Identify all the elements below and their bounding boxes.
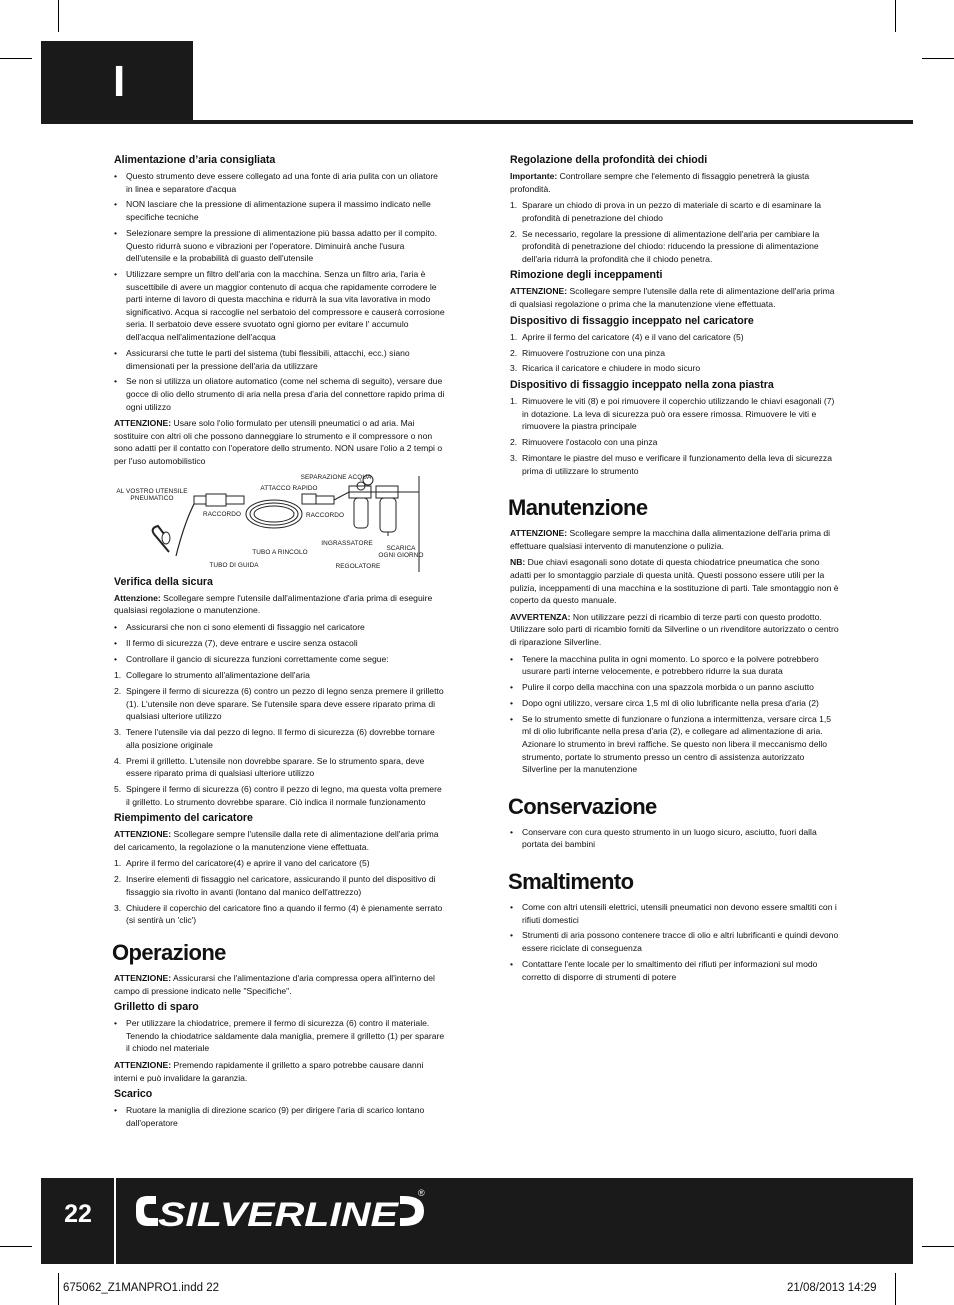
left-column: [114, 150, 446, 1133]
bullet-list: [510, 901, 840, 983]
list-item: • Conservare con cura questo strumento in un luogo sicuro, asciutto, fuori dalla portata dei bambini: [510, 826, 840, 851]
file-info: 675062_Z1MANPRO1.indd 22: [63, 1282, 219, 1294]
item-number: 2.: [114, 686, 122, 696]
print-date: 21/08/2013 14:29: [787, 1282, 877, 1294]
crop-mark: [0, 58, 32, 59]
chapter-heading: Smaltimento: [508, 868, 634, 894]
registered-mark: ®: [418, 1188, 425, 1198]
numbered-list: [510, 331, 840, 375]
item-text: Ricarica il caricatore e chiudere in modo sicuro: [522, 363, 701, 374]
label-ingrassatore: INGRASSATORE: [321, 539, 373, 547]
note-paragraph: NB: Due chiavi esagonali sono dotate di questa chiodatrice pneumatica che sono adatti per lo smontaggio parziale di questa unità. Questi possono essere utili per la pulizia, inceppamenti di una macchina e la sostituzione di parti. Tale smontaggio non è coperto da questo manuale.: [510, 557, 839, 606]
list-item: • Assicurarsi che non ci sono elementi di fissaggio nel caricatore: [114, 621, 446, 634]
crop-mark: [922, 58, 954, 59]
item-text: Collegare lo strumento all'alimentazione dell'aria: [126, 670, 310, 681]
list-item: • Pulire il corpo della macchina con una spazzola morbida o un panno asciutto: [510, 681, 840, 694]
list-item: • Tenere la macchina pulita in ogni momento. Lo sporco e la polvere potrebbero usurare parti interne velocemente, e potrebbero ridurre la sua durata: [510, 653, 840, 678]
label-separazione: SEPARAZIONE ACQUA: [300, 473, 372, 481]
item-number: 1.: [114, 858, 122, 869]
section-title: Dispositivo di fissaggio inceppato nel caricatore: [510, 314, 754, 327]
list-item: • Questo strumento deve essere collegato ad una fonte di aria pulita con un oliatore in linea e separatore d'acqua: [114, 170, 446, 195]
section-title: Scarico: [114, 1088, 153, 1101]
list-item: • Contattare l'ente locale per lo smaltimento dei rifiuti per informazioni sul modo corretto di disporre di strumenti di potere: [510, 958, 840, 983]
section-title: Regolazione della profondità dei chiodi: [510, 154, 708, 166]
item-text: Sparare un chiodo di prova in un pezzo di materiale di scarto e di esaminare la profondità di penetrazione del chiodo: [522, 200, 822, 223]
item-text: Se necessario, regolare la pressione di alimentazione dell'aria per cambiare la profondità di penetrazione del chiodo: riducendo la pressione di alimentazione dell'aria ridurrà la profondità che il chiodo penetra.: [522, 228, 820, 264]
warning-paragraph: ATTENZIONE: Scollegare sempre la macchina dalla alimentazione dell'aria prima di effettuare qualsiasi intervento di manutenzione o pulizia.: [510, 528, 831, 551]
chapter-heading: Manutenzione: [508, 495, 648, 521]
list-item: • Per utilizzare la chiodatrice, premere il fermo di sicurezza (6) contro il materiale. Tenendo la chiodatrice saldamente dala maniglia, premere il grilletto (1) per sparare il chiodo nel materiale: [114, 1017, 446, 1055]
numbered-item: [114, 857, 446, 870]
brand-logo-icon: [132, 1184, 432, 1244]
numbered-item: [510, 452, 840, 477]
list-item: • NON lasciare che la pressione di alimentazione supera il massimo indicato nelle specifiche tecniche: [114, 198, 446, 223]
list-item: • Assicurarsi che tutte le parti del sistema (tubi flessibili, attacchi, ecc.) siano dimensionati per la pressione dell'aria da utilizzare: [114, 347, 446, 372]
item-number: 3.: [510, 363, 518, 374]
warning-paragraph: ATTENZIONE: Scollegare sempre l'utensile dalla rete di alimentazione dell'aria prima di qualsiasi regolazione o prima che la manutenzione viene effettuata.: [510, 286, 835, 310]
numbered-item: [510, 199, 840, 224]
warning-paragraph: ATTENZIONE: Scollegare sempre l'utensile dalla rete di alimentazione dell'aria prima del caricamento, la regolazione o la manutenzione viene effettuata.: [114, 829, 439, 852]
item-number: 1.: [510, 396, 518, 407]
section-title: Dispositivo di fissaggio inceppato nella zona piastra: [510, 379, 774, 392]
list-item: • Strumenti di aria possono contenere tracce di olio e altri lubrificanti e quindi devono essere riciclate di conseguenza: [510, 929, 840, 954]
numbered-item: [114, 873, 446, 898]
list-item: • Il fermo di sicurezza (7), deve entrare e uscire senza ostacoli: [114, 637, 446, 650]
numbered-item: [114, 783, 446, 808]
label-al-vostro: AL VOSTRO UTENSILE PNEUMATICO: [116, 487, 188, 502]
crop-mark: [895, 0, 896, 32]
footer-divider: [114, 1178, 116, 1264]
item-number: 3.: [510, 452, 518, 463]
label-raccordo-1: RACCORDO: [202, 510, 242, 518]
item-number: 1.: [510, 331, 518, 342]
bullet-list: [114, 1017, 446, 1055]
bullet-list: [114, 621, 446, 665]
air-supply-diagram: [114, 474, 444, 572]
item-number: 2.: [114, 874, 122, 885]
numbered-list: [510, 199, 840, 265]
list-item: • Selezionare sempre la pressione di alimentazione più bassa adatto per il compito. Questo ridurrà suono e vibrazioni per l'operatore. Diminuirà anche l'usura dell'utensile e la probabilità di guasto dell'utensile: [114, 227, 446, 265]
bullet-list: [114, 1104, 446, 1129]
item-number: 1.: [510, 200, 518, 211]
item-text: Rimuovere le viti (8) e poi rimuovere il coperchio utilizzando le chiavi esagonali (7) in dotazione. La leva di sicurezza può ora essere rimossa. Rimuovere le viti e rimuovere la piastra principale: [522, 396, 835, 432]
item-text: Inserire elementi di fissaggio nel caricatore, assicurando il punto del dispositivo di fissaggio sia rivolto in avanti (lontano dal manico dell'attrezzo): [126, 874, 436, 897]
chapter-heading: Operazione: [112, 939, 226, 965]
warning-paragraph: Attenzione: Scollegare sempre l'utensile dall'alimentazione d'aria prima di eseguire qualsiasi regolazione o manutenzione.: [114, 592, 433, 616]
header-rule: [41, 120, 913, 124]
crop-mark: [58, 1273, 59, 1305]
numbered-item: [510, 228, 840, 266]
list-item: • Se lo strumento smette di funzionare o funziona a intermittenza, versare circa 1,5 ml di olio lubrificante nella presa d'aria (2), e collegare ad alimentazione di aria. Azionare lo strumento in brevi raffiche. Se questo non libera il meccanismo dello strumento, portate lo strumento presso un centro di assistenza autorizzato Silverline per la manutenzione: [510, 713, 840, 776]
numbered-item: [114, 685, 446, 723]
crop-mark: [895, 1273, 896, 1305]
numbered-item: [114, 755, 446, 780]
item-text: Rimontare le piastre del muso e verificare il funzionamento della leva di sicurezza prima di utilizzare lo strumento: [522, 452, 833, 476]
caution-paragraph: AVVERTENZA: Non utilizzare pezzi di ricambio di terze parti con questo prodotto. Utilizzare solo parti di ricambio forniti da Silverline o un rivenditore autorizzato o centro di riparazione Silverline.: [510, 611, 839, 647]
warning-paragraph: ATTENZIONE: Premendo rapidamente il grilletto a sparo potrebbe causare danni interni e può invalidare la garanzia.: [114, 1059, 424, 1083]
section-title: Grilletto di sparo: [114, 1001, 199, 1014]
list-item: • Se non si utilizza un oliatore automatico (come nel schema di seguito), versare due gocce di olio dello strumento di aria nella presa d'aria del connettore rapido prima di ogni utilizzo: [114, 375, 446, 413]
label-raccordo-2: RACCORDO: [305, 511, 345, 519]
numbered-item: [114, 669, 446, 682]
language-tab: I: [41, 41, 193, 123]
important-paragraph: Importante: Controllare sempre che l'elemento di fissaggio penetrerà la giusta profondità.: [510, 171, 810, 194]
label-regolatore: REGOLATORE: [335, 562, 381, 570]
item-number: 5.: [114, 784, 122, 795]
numbered-item: [510, 362, 840, 375]
numbered-list: [510, 395, 840, 477]
item-text: Tenere l'utensile via dal pezzo di legno. Il fermo di sicurezza (6) dovrebbe tornare alla posizione originale: [126, 727, 435, 750]
numbered-list: [114, 669, 446, 808]
numbered-item: [510, 395, 840, 433]
item-text: Premi il grilletto. L'utensile non dovrebbe sparare. Se lo strumento spara, deve essere riparato prima di qualsiasi ulteriore utilizzo: [126, 755, 425, 779]
item-number: 4.: [114, 755, 122, 766]
item-number: 2.: [510, 437, 518, 448]
numbered-item: [114, 902, 446, 927]
label-attacco: ATTACCO RAPIDO: [260, 484, 318, 492]
item-text: Rimuovere l'ostruzione con una pinza: [522, 347, 666, 358]
numbered-list: [114, 857, 446, 927]
item-text: Spingere il fermo di sicurezza (6) contro un pezzo di legno senza premere il grilletto (1). L'utensile non deve sparare. Se l'utensile spara deve essere riparato prima di qualsiasi ulteriore utilizzo: [126, 686, 444, 722]
crop-mark: [922, 1246, 954, 1247]
list-item: • Utilizzare sempre un filtro dell'aria con la macchina. Senza un filtro aria, l'aria è suscettibile di avere un maggior contenuto di acqua che rapidamente corrodere le parti interne di lavoro di questa macchina e ridurrà la sua vita lavorativa in modo significativo. Acqua si raccoglie nel serbatoio del compressore e causerà corrosione seria. Il serbatoio deve essere svuotato ogni giorno per evitare l' accumulo dell'acqua nell'alimentazione dell'acqua: [114, 268, 446, 344]
list-item: • Ruotare la maniglia di direzione scarico (9) per dirigere l'aria di scarico lontano dall'operatore: [114, 1104, 446, 1129]
numbered-item: [510, 331, 840, 344]
item-number: 1.: [114, 670, 122, 681]
warning-paragraph: ATTENZIONE: Assicurarsi che l'alimentazione d'aria compressa opera all'interno del campo di pressione indicato nelle "Specifiche".: [114, 972, 435, 996]
item-number: 3.: [114, 902, 122, 913]
item-number: 2.: [510, 347, 518, 358]
item-number: 3.: [114, 727, 122, 738]
list-item: • Come con altri utensili elettrici, utensili pneumatici non devono essere smaltiti con i rifiuti domestici: [510, 901, 840, 926]
right-column: [510, 150, 840, 987]
section-title: Alimentazione d’aria consigliata: [114, 154, 276, 166]
bullet-list: [510, 826, 840, 851]
label-scarica: SCARICA OGNI GIORNO: [378, 544, 424, 559]
section-title: Verifica della sicura: [114, 575, 213, 588]
chapter-heading: Conservazione: [508, 793, 657, 819]
crop-mark: [58, 0, 59, 32]
numbered-item: [114, 726, 446, 751]
page-number: 22: [64, 1200, 92, 1228]
bullet-list: [114, 170, 446, 413]
item-text: Aprire il fermo del caricatore(4) e aprire il vano del caricatore (5): [126, 858, 370, 869]
list-item: • Dopo ogni utilizzo, versare circa 1,5 ml di olio lubrificante nella presa d'aria (2): [510, 697, 840, 710]
warning-paragraph: ATTENZIONE: Usare solo l'olio formulato per utensili pneumatici o ad aria. Mai sostituire con altri oli che possono danneggiare lo strumento e il compressore o non sono adatti per il contatto con l'operatore dello strumento. NON usare l'olio a 2 tempi o per l'uso automobilistico: [114, 418, 443, 466]
list-item: • Controllare il gancio di sicurezza funzioni correttamente come segue:: [114, 653, 446, 666]
section-title: Rimozione degli inceppamenti: [510, 269, 663, 282]
item-text: Aprire il fermo del caricatore (4) e il vano del caricatore (5): [522, 331, 744, 342]
numbered-item: [510, 436, 840, 449]
bullet-list: [510, 653, 840, 776]
crop-mark: [0, 1246, 32, 1247]
brand-wordmark: SILVERLINE: [158, 1196, 400, 1234]
numbered-item: [510, 347, 840, 360]
item-text: Spingere il fermo di sicurezza (6) contro il pezzo di legno, ma questa volta premere il grilletto. Lo strumento dovrebbe sparare. Ciò indica il normale funzionamento: [126, 784, 442, 807]
item-text: Chiudere il coperchio del caricatore fino a quando il fermo (4) è pienamente serrato (si sentirà un 'clic'): [126, 902, 443, 926]
label-tubo-guida: TUBO DI GUIDA: [209, 561, 259, 569]
label-tubo-rincolo: TUBO A RINCOLO: [252, 548, 308, 556]
section-title: Riempimento del caricatore: [114, 812, 253, 825]
item-number: 2.: [510, 228, 518, 239]
silverline-logo: [132, 1184, 432, 1244]
item-text: Rimuovere l'ostacolo con una pinza: [522, 437, 658, 448]
